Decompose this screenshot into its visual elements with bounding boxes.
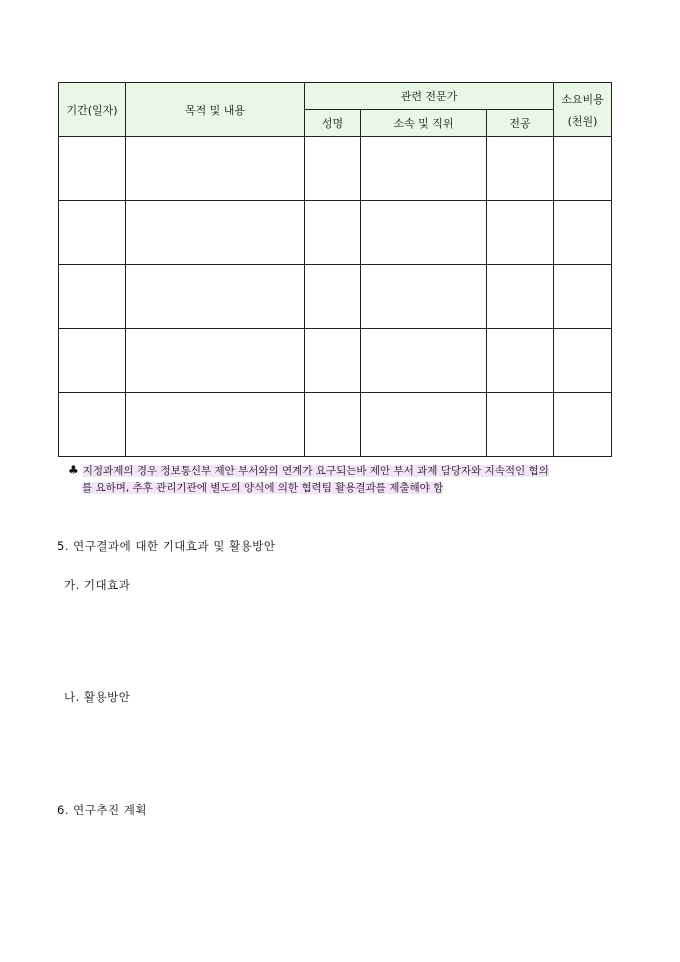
- cell-affiliation[interactable]: [361, 137, 487, 201]
- header-cost-label: 소요비용: [561, 92, 604, 106]
- section-6-title: 6. 연구추진 계획: [57, 803, 147, 817]
- cell-cost[interactable]: [554, 393, 612, 457]
- cell-purpose[interactable]: [126, 137, 305, 201]
- cell-name[interactable]: [305, 329, 361, 393]
- cell-major[interactable]: [487, 137, 554, 201]
- header-cost: [554, 83, 612, 137]
- cell-period[interactable]: [59, 393, 126, 457]
- note-line-2: 를 요하며, 추후 관리기관에 별도의 양식에 의한 협력팀 활용결과를 제출해야 함: [82, 482, 444, 494]
- expert-table: [58, 82, 612, 457]
- cell-major[interactable]: [487, 393, 554, 457]
- cell-name[interactable]: [305, 265, 361, 329]
- cell-cost[interactable]: [554, 265, 612, 329]
- cell-purpose[interactable]: [126, 201, 305, 265]
- table-row: [59, 201, 612, 265]
- table-row: [59, 265, 612, 329]
- section-5a-expected-effects: 가. 기대효과: [64, 578, 131, 592]
- header-cost-unit: (천원): [567, 114, 598, 128]
- header-affiliation: 소속 및 직위: [361, 110, 487, 137]
- cell-cost[interactable]: [554, 201, 612, 265]
- cell-major[interactable]: [487, 329, 554, 393]
- cell-major[interactable]: [487, 265, 554, 329]
- header-period: 기간(일자): [59, 83, 126, 137]
- cell-purpose[interactable]: [126, 393, 305, 457]
- cell-affiliation[interactable]: [361, 329, 487, 393]
- cell-name[interactable]: [305, 137, 361, 201]
- club-icon: ♣: [68, 463, 79, 477]
- table-note: [68, 462, 624, 497]
- table-row: [59, 393, 612, 457]
- header-related-experts: 관련 전문가: [305, 83, 554, 110]
- section-5-title: 5. 연구결과에 대한 기대효과 및 활용방안: [57, 539, 276, 553]
- cell-cost[interactable]: [554, 329, 612, 393]
- cell-name[interactable]: [305, 201, 361, 265]
- cell-period[interactable]: [59, 201, 126, 265]
- cell-period[interactable]: [59, 265, 126, 329]
- header-purpose: 목적 및 내용: [126, 83, 305, 137]
- cell-affiliation[interactable]: [361, 201, 487, 265]
- cell-purpose[interactable]: [126, 329, 305, 393]
- cell-period[interactable]: [59, 137, 126, 201]
- section-5b-utilization-plan: 나. 활용방안: [64, 690, 131, 704]
- cell-cost[interactable]: [554, 137, 612, 201]
- table-row: [59, 137, 612, 201]
- cell-purpose[interactable]: [126, 265, 305, 329]
- cell-major[interactable]: [487, 201, 554, 265]
- note-line-1: 지정과제의 경우 정보통신부 제안 부서와의 연계가 요구되는바 제안 부서 과제 담당자와 지속적인 협의: [82, 465, 549, 477]
- cell-affiliation[interactable]: [361, 265, 487, 329]
- cell-name[interactable]: [305, 393, 361, 457]
- cell-period[interactable]: [59, 329, 126, 393]
- cell-affiliation[interactable]: [361, 393, 487, 457]
- header-major: 전공: [487, 110, 554, 137]
- table-row: [59, 329, 612, 393]
- header-name: 성명: [305, 110, 361, 137]
